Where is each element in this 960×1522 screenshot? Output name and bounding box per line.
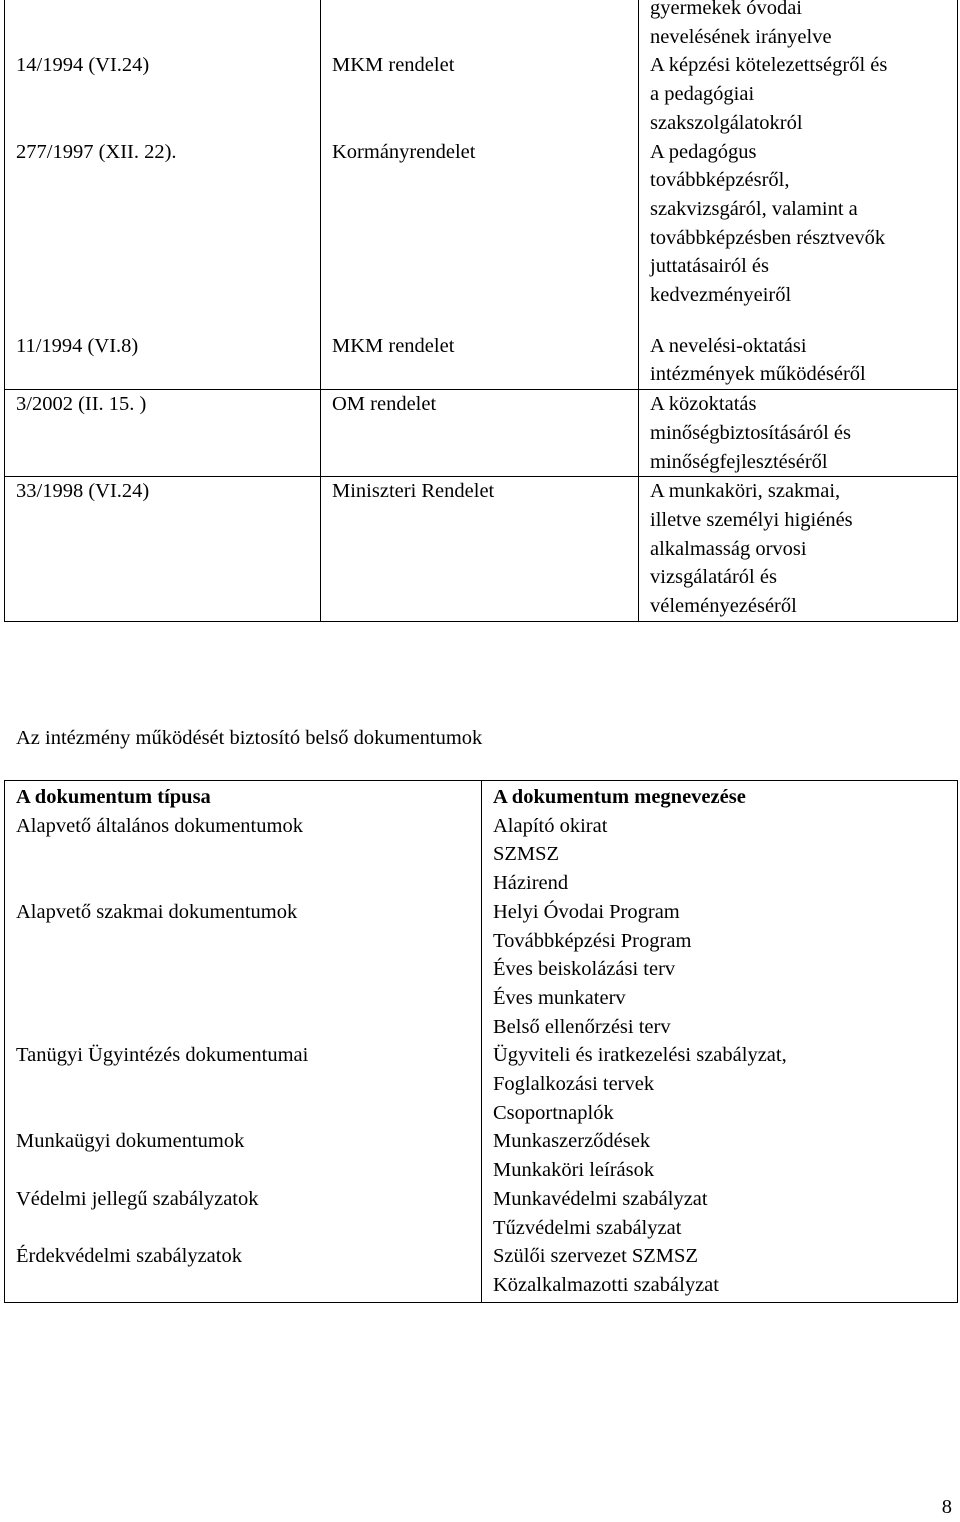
regulation-title: A képzési kötelezettségről és a pedagógiai szakszolgálatokról [639,51,958,137]
regulation-number [5,0,321,51]
table-row [5,0,958,51]
page-number: 8 [941,1496,952,1518]
table-row [5,390,958,477]
regulation-type: OM rendelet [321,390,639,477]
table-row [5,51,958,137]
table-row [5,898,958,1042]
regulation-type: MKM rendelet [321,330,639,390]
document-names: Alapító okirat SZMSZ Házirend [482,812,958,898]
regulation-title: A munkaköri, szakmai, illetve személyi higiénés alkalmasság orvosi vizsgálatáról és véleményezéséről [639,477,958,622]
document-names: Munkavédelmi szabályzat Tűzvédelmi szabályzat [482,1185,958,1242]
document-names: Munkaszerződések Munkaköri leírások [482,1127,958,1184]
table-row [5,1242,958,1302]
table-row [5,1185,958,1242]
document-names: Helyi Óvodai Program Továbbképzési Program Éves beiskolázási terv Éves munkaterv Belső ellenőrzési terv [482,898,958,1042]
table-header-row [5,781,958,812]
regulations-table [4,0,958,622]
table-row [5,1127,958,1184]
regulation-type: Kormányrendelet [321,138,639,330]
regulation-title: gyermekek óvodai nevelésének irányelve [639,0,958,51]
document-type: Alapvető általános dokumentumok [5,812,482,898]
regulation-number: 277/1997 (XII. 22). [5,138,321,330]
regulation-title: A nevelési-oktatási intézmények működéséről [639,330,958,390]
documents-table [4,780,958,1303]
table-row [5,1041,958,1127]
table-row [5,138,958,330]
column-header-type: A dokumentum típusa [5,781,482,812]
document-type: Tanügyi Ügyintézés dokumentumai [5,1041,482,1127]
regulation-type [321,0,639,51]
regulation-number: 14/1994 (VI.24) [5,51,321,137]
document-type: Érdekvédelmi szabályzatok [5,1242,482,1302]
document-type: Alapvető szakmai dokumentumok [5,898,482,1042]
section-title: Az intézmény működését biztosító belső dokumentumok [16,727,483,749]
regulation-number: 3/2002 (II. 15. ) [5,390,321,477]
document-type: Védelmi jellegű szabályzatok [5,1185,482,1242]
regulation-number: 33/1998 (VI.24) [5,477,321,622]
document-names: Szülői szervezet SZMSZ Közalkalmazotti szabályzat [482,1242,958,1302]
document-type: Munkaügyi dokumentumok [5,1127,482,1184]
regulation-number: 11/1994 (VI.8) [5,330,321,390]
regulation-type: Miniszteri Rendelet [321,477,639,622]
table-row [5,812,958,898]
document-names: Ügyviteli és iratkezelési szabályzat, Foglalkozási tervek Csoportnaplók [482,1041,958,1127]
regulation-type: MKM rendelet [321,51,639,137]
column-header-name: A dokumentum megnevezése [482,781,958,812]
table-row [5,477,958,622]
table-row [5,330,958,390]
regulation-title: A közoktatás minőségbiztosításáról és minőségfejlesztéséről [639,390,958,477]
regulation-title: A pedagógus továbbképzésről, szakvizsgáról, valamint a továbbképzésben résztvevők juttatásairól és kedvezményeiről [639,138,958,330]
